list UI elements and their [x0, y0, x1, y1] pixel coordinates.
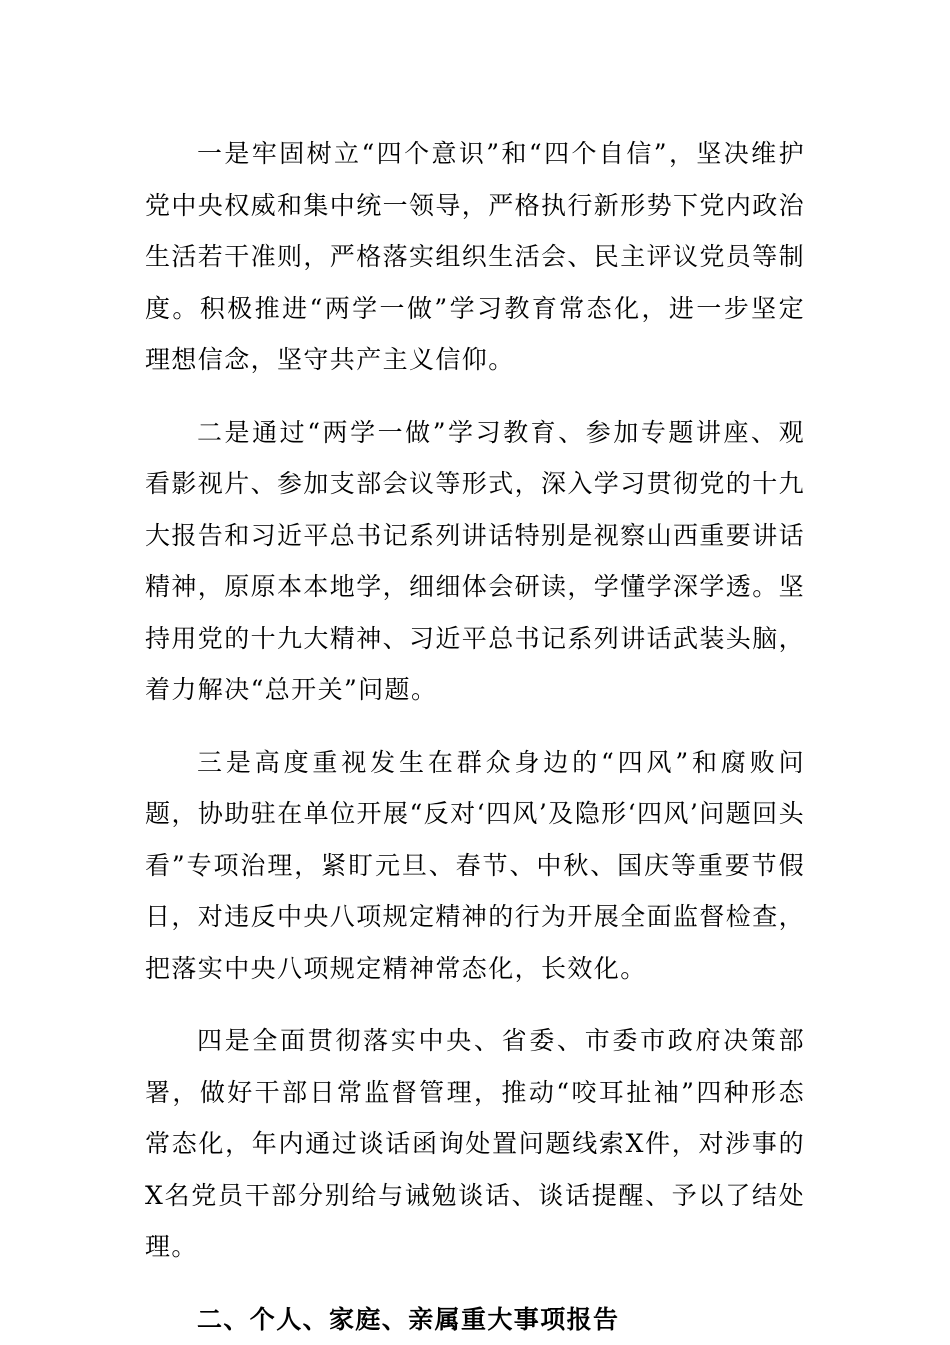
paragraph-4: 四是全面贯彻落实中央、省委、市委市政府决策部署，做好干部日常监督管理，推动“咬耳扯袖”四种形态常态化，年内通过谈话函询处置问题线索X件，对涉事的X名党员干部分别给与诫勉谈话、谈话提醒、予以了结处理。 [145, 1015, 805, 1273]
document-page [145, 128, 805, 1345]
paragraph-3: 三是高度重视发生在群众身边的“四风”和腐败问题，协助驻在单位开展“反对‘四风’及隐形‘四风’问题回头看”专项治理，紧盯元旦、春节、中秋、国庆等重要节假日，对违反中央八项规定精神的行为开展全面监督检查，把落实中央八项规定精神常态化，长效化。 [145, 737, 805, 995]
paragraph-1: 一是牢固树立“四个意识”和“四个自信”，坚决维护党中央权威和集中统一领导，严格执行新形势下党内政治生活若干准则，严格落实组织生活会、民主评议党员等制度。积极推进“两学一做”学习教育常态化，进一步坚定理想信念，坚守共产主义信仰。 [145, 128, 805, 386]
section-heading: 二、个人、家庭、亲属重大事项报告 [145, 1294, 805, 1345]
paragraph-2: 二是通过“两学一做”学习教育、参加专题讲座、观看影视片、参加支部会议等形式，深入学习贯彻党的十九大报告和习近平总书记系列讲话特别是视察山西重要讲话精神，原原本本地学，细细体会研读，学懂学深学透。坚持用党的十九大精神、习近平总书记系列讲话武装头脑，着力解决“总开关”问题。 [145, 407, 805, 716]
